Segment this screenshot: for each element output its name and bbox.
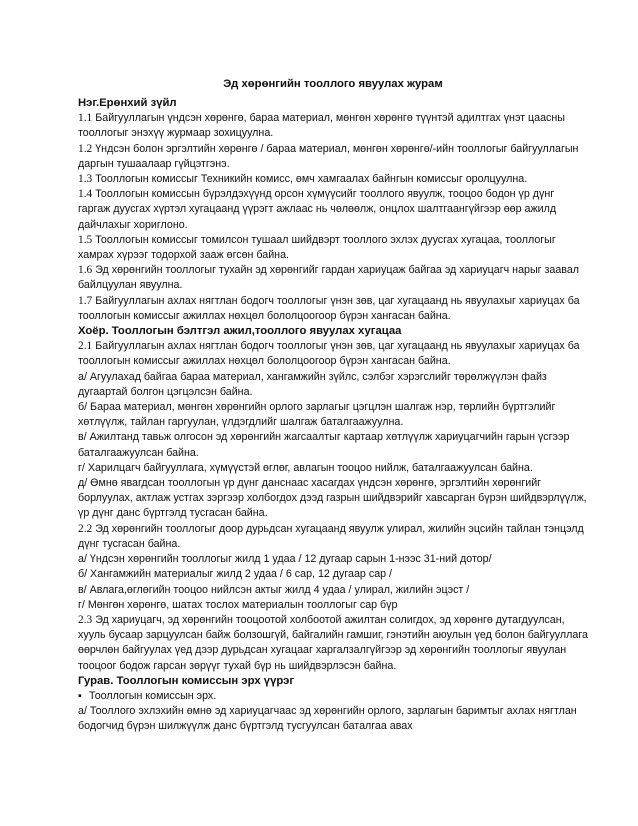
square-bullet-icon: ▪ [78, 689, 82, 702]
paragraph-text: Байгууллагын ахлах нягтлан бодогч тооллогыг үнэн зөв, цаг хугацаанд нь явуулахыг хариуцах ба тооллогын комиссыг ажиллах нөхцөл бололцоогоор бүрэн хангасан байна. [78, 340, 580, 368]
clause-number: 1.4 [78, 188, 93, 201]
paragraph [78, 552, 588, 567]
paragraph [78, 598, 588, 613]
paragraph-text: б/ Бараа материал, мөнгөн хөрөнгийн орлого зарлагыг цэгцлэн шалгаж нэр, төрлийн бүртгэлийг хөтлүүлж, тайлан гаргуулан, үлдэгдлийг шалгаж баталгаажуулна. [78, 401, 556, 429]
paragraph-text: а/ Агуулахад байгаа бараа материал, хангамжийн зүйлс, сэлбэг хэрэгслийг төрөлжүүлэн файз дугаартай болгон цэгцэлсэн байна. [78, 370, 547, 398]
paragraph [78, 172, 588, 187]
paragraph-text: Эд хөрөнгийн тооллогыг тухайн эд хөрөнгийг гардан хариуцаж байгаа эд хариуцагч нарыг заавал байлцуулан явуулна. [78, 264, 580, 292]
paragraph [78, 187, 588, 233]
document-title: Эд хөрөнгийн тооллого явуулах журам [223, 78, 443, 90]
paragraph-text: в/ Авлага,өглөгийн тооцоо нийлсэн актыг жилд 4 удаа / улирал, жилийн эцэст / [78, 583, 470, 596]
paragraph-text: в/ Ажилтанд тавьж олгосон эд хөрөнгийн жагсаалтыг картаар хөтлүүлж хариуцагчийн гарын үсгээр баталгаажуулсан байна. [78, 431, 570, 459]
paragraph [78, 339, 588, 369]
paragraph-text: а/ Үндсэн хөрөнгийн тооллогыг жилд 1 удаа / 12 дугаар сарын 1-нээс 31-ний дотор/ [78, 553, 492, 566]
paragraph-text: Байгууллагын ахлах нягтлан бодогч тооллогыг үнэн зөв, цаг хугацаанд нь явуулахыг хариуцах ба тооллогын комиссыг ажиллах нөхцөл бололцоогоор бүрэн хангасан байна. [78, 294, 580, 322]
paragraph [78, 233, 588, 263]
clause-number: 1.7 [78, 294, 93, 307]
paragraph [78, 522, 588, 552]
paragraph-text: а/ Тооллого эхлэхийн өмнө эд хариуцагчаас эд хөрөнгийн орлого, зарлагын баримтыг ахлах нягтлан бодогчид бүрэн шилжүүлж данс бүртгэлд тусгуулсан баталгаа авах [78, 705, 577, 733]
clause-number: 1.5 [78, 233, 93, 246]
paragraph-text: д/ Өмнө явагдсан тооллогын үр дүнг данснаас хасагдах үндсэн хөрөнгө, эргэлтийн хөрөнгийг борлуулах, актлаж устгах зэргээр холбогдох дээд газрын шийдвэрийг хавсарган бүрэн шийдвэрлүүлж, үр дүнг данс бүртгэлд тусгасан байна. [78, 477, 587, 520]
bullet-text: Тооллогын комиссын эрх. [89, 689, 217, 702]
clause-number: 2.1 [78, 340, 93, 353]
paragraph-text: Тооллогын комиссын бүрэлдэхүүнд орсон хүмүүсийг тооллого явуулж, тооцоо бодон үр дүнг гаргаж дуусгах хүртэл хугацаанд үүрэгт ажлаас нь чөлөөлж, онцлох шалтгаангүйгээр өөр ажилд дайчлахыг хориглоно. [78, 188, 557, 231]
paragraph-text: б/ Хангамжийн материалыг жилд 2 удаа / 6 сар, 12 дугаар сар / [78, 568, 393, 581]
paragraph [78, 461, 588, 476]
paragraph-text: Байгууллагын үндсэн хөрөнгө, бараа материал, мөнгөн хөрөнгө түүнтэй адилтгах үнэт цаасны тооллогыг энэхүү журмаар зохицуулна. [78, 112, 565, 140]
clause-number: 2.3 [78, 613, 93, 626]
paragraph [78, 294, 588, 324]
clause-number: 1.2 [78, 142, 93, 155]
clause-number: 1.6 [78, 264, 93, 277]
paragraph-text: Тооллогын комиссыг томилсон тушаал шийдвэрт тооллого эхлэх дуусгах хугацаа, тооллогыг хамрах хүрээг тодорхой зааж өгсөн байна. [78, 233, 556, 262]
clause-number: 2.2 [78, 522, 93, 535]
paragraph-text: г/ Харилцагч байгууллага, хүмүүстэй өглөг, авлагын тооцоо нийлж, баталгаажуулсан байна. [78, 461, 533, 474]
paragraph [78, 613, 588, 674]
paragraph [78, 370, 588, 400]
section-heading: Хоёр. Тооллогын бэлтгэл ажил,тооллого явуулах хугацаа [78, 325, 402, 338]
document-body [78, 96, 588, 735]
section-heading: Гурав. Тооллогын комиссын эрх үүрэг [78, 674, 295, 687]
paragraph [78, 400, 588, 430]
clause-number: 1.1 [78, 112, 93, 125]
paragraph [78, 430, 588, 460]
paragraph [78, 567, 588, 582]
paragraph [78, 263, 588, 293]
paragraph-text: Тооллогын комиссыг Техникийн комисс, өмч хамгаалах байнгын комиссыг оролцуулна. [95, 173, 528, 186]
paragraph [78, 704, 588, 734]
paragraph-text: Эд хариуцагч, эд хөрөнгийн тооцоотой холбоотой ажилтан солигдох, эд хөрөнгө дутагдуулсан, хууль бусаар зарцуулсан байж болзошгүй, байгалийн гамшиг, гэнэтийн аюулын үед болон байгууллага өөрчлөн байгуулах үед дээр дурьдсан хугацааг харгалзалгүйгээр эд хөрөнгийн тооллогыг явуулан тооцоог бодож гарсан зөрүүг тухай бүр нь шийдвэрлэсэн байна. [78, 613, 588, 672]
paragraph-text: Үндсэн болон эргэлтийн хөрөнгө / бараа материал, мөнгөн хөрөнгө/-ийн тооллогыг байгууллагын даргын тушаалаар гүйцэтгэнэ. [78, 142, 579, 170]
paragraph [78, 142, 588, 172]
paragraph [78, 583, 588, 598]
bullet-item [78, 689, 588, 704]
clause-number: 1.3 [78, 173, 93, 186]
paragraph [78, 111, 588, 141]
paragraph-text: Эд хөрөнгийн тооллогыг доор дурьдсан хугацаанд явуулж улирал, жилийн эцсийн тайлан тэнцэлд дүнг тусгасан байна. [78, 522, 584, 550]
section-heading: Нэг.Ерөнхий зүйл [78, 97, 177, 109]
paragraph-text: г/ Мөнгөн хөрөнгө, шатах тослох материалын тооллогыг сар бүр [78, 598, 398, 611]
paragraph [78, 476, 588, 522]
